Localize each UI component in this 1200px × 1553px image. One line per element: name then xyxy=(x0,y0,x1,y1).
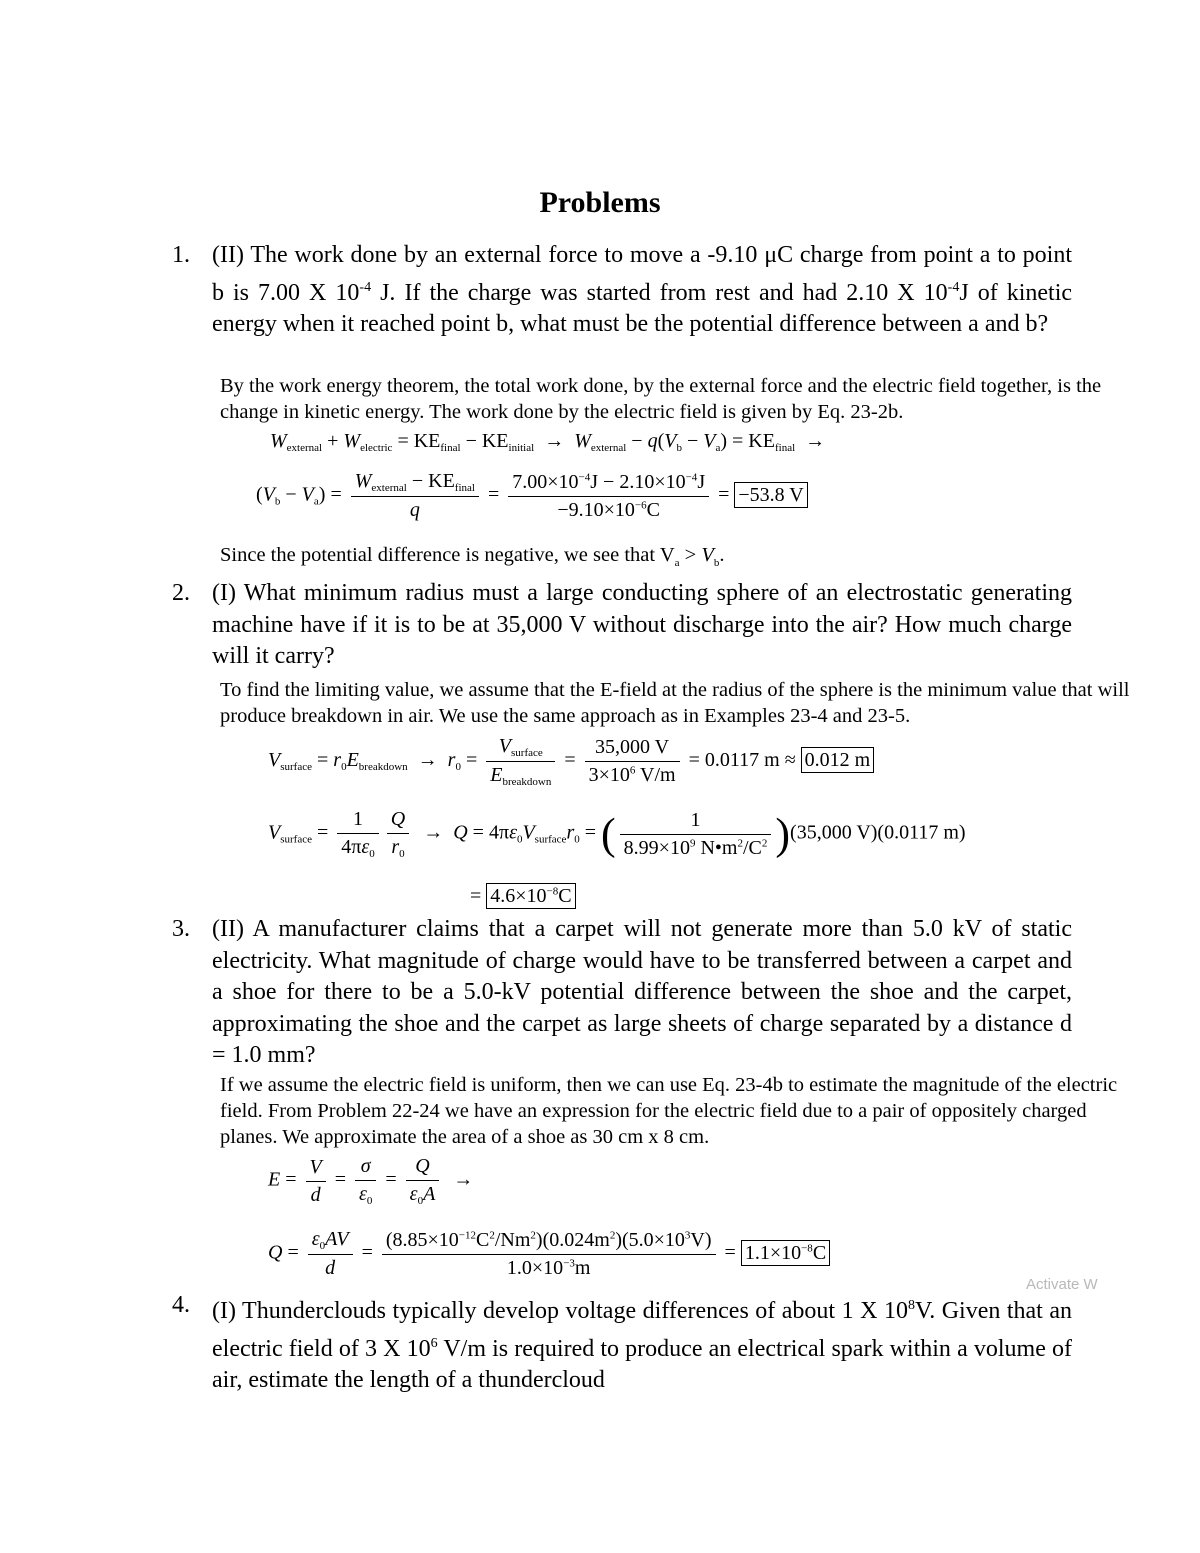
problem-1 xyxy=(172,240,1072,341)
problem-number: 2. xyxy=(172,580,190,606)
answer-box: −53.8 V xyxy=(734,482,807,508)
problem-2 xyxy=(172,578,1072,673)
answer-box: 0.012 m xyxy=(801,747,875,773)
problem-number: 3. xyxy=(172,916,190,942)
problem-text: (I) Thunderclouds typically develop voltage differences of about 1 X $10^8V$. Given that an electric field of 3 X $10^6$ V/m is required to produce an electrical spark within a volume of air, estimate the length of a thundercloud xyxy=(212,1298,1072,1393)
page-title: Problems xyxy=(539,186,661,219)
problem-text: (II) The work done by an external force to move a -9.10 μC charge from point a to point b is 7.00 X $10^{-4}$ J. If the charge was started from rest and had 2.10 X $10^{-4}J$ of kinetic energy when it reached point b, what must be the potential difference between a and b? xyxy=(212,242,1073,337)
activation-watermark: Activate W xyxy=(1026,1276,1098,1293)
equation-1a: $W_{external} + W_{electric} = KE_{final} - KE_{initial} \to W_{external} - q(V_b - V_a) = KE_{final}$ → xyxy=(270,430,826,454)
solution-2-text: To find the limiting value, we assume that the E-field at the radius of the sphere is the minimum value that will produce breakdown in air. We use the same approach as in Examples 23-4 and 23-5. xyxy=(220,679,1130,727)
equation-3a: E = $\frac{V}{d}$ = $\frac{\sigma}{\varepsilon_0}$ = $\frac{Q}{\varepsilon_0A}$ → xyxy=(268,1155,474,1207)
solution-1-conclusion: Since the potential difference is negative, we see that $V_a > V_b$. xyxy=(220,544,725,570)
equation-2a: $V_{surface} = r_0E_{breakdown} \to r_0$ = $\frac{V_{surface}}{E_{breakdown}}$ = $\frac{35,000 V}{3\times 10^6 V/m}$ = 0.0117 m ≈ 0.012 m xyxy=(268,735,874,788)
equation-2b: $V_{surface}$ = $\frac{1}{4\pi\varepsilon_0}$ $\frac{Q}{r_0}$ → $Q = 4\pi\varepsilon_0V_{surface}r_0$ = ( $\frac{1}{8.99\times 10^9 N•m^2/C^2}$ )(35,000 V)(0.0117 m) xyxy=(268,808,966,860)
answer-box: $4.6\times 10^{-8}C$ xyxy=(486,883,575,909)
answer-box: $1.1\times 10^{-8}C$ xyxy=(741,1240,830,1266)
problem-text: (I) What minimum radius must a large conducting sphere of an electrostatic generating machine have if it is to be at 35,000 V without discharge into the air? How much charge will it carry? xyxy=(212,580,1072,669)
equation-2c: = $4.6\times 10^{-8}C$ xyxy=(470,885,576,908)
equation-3b: Q = $\frac{\varepsilon_0AV}{d}$ = $\frac{(8.85\times 10^{-12}C^2/Nm^2)(0.024m^2)(5.0\times 10^3V)}{1.0\times 10^{-3}m}$ = $1.1\times 10^{-8}C$ xyxy=(268,1228,830,1280)
solution-1-text: By the work energy theorem, the total work done, by the external force and the electric field together, is the change in kinetic energy. The work done by the electric field is given by Eq. 23-2b. xyxy=(220,375,1102,423)
problem-text: (II) A manufacturer claims that a carpet will not generate more than 5.0 kV of static electricity. What magnitude of charge would have to be transferred between a carpet and a shoe for there to be a 5.0-kV potential difference between the shoe and the carpet, approximating the shoe and the carpet as large sheets of charge separated by a distance d = 1.0 mm? xyxy=(212,916,1072,1068)
problem-number: 4. xyxy=(172,1292,190,1318)
problem-4 xyxy=(172,1290,1072,1397)
solution-3-text: If we assume the electric field is uniform, then we can use Eq. 23-4b to estimate the magnitude of the electric field. From Problem 22-24 we have an expression for the electric field due to a pair of oppositely charged planes. We approximate the area of a shoe as 30 cm x 8 cm. xyxy=(220,1074,1118,1148)
problem-3 xyxy=(172,914,1072,1072)
problem-number: 1. xyxy=(172,242,190,268)
equation-1b: $(V_b - V_a)$ = $\frac{W_{external} - KE_{final}}{q}$ = $\frac{7.00\times 10^{-4}J - 2.10\times 10^{-4}J}{-9.10\times 10^{-6}C}$ = −53.8 V xyxy=(256,470,808,522)
